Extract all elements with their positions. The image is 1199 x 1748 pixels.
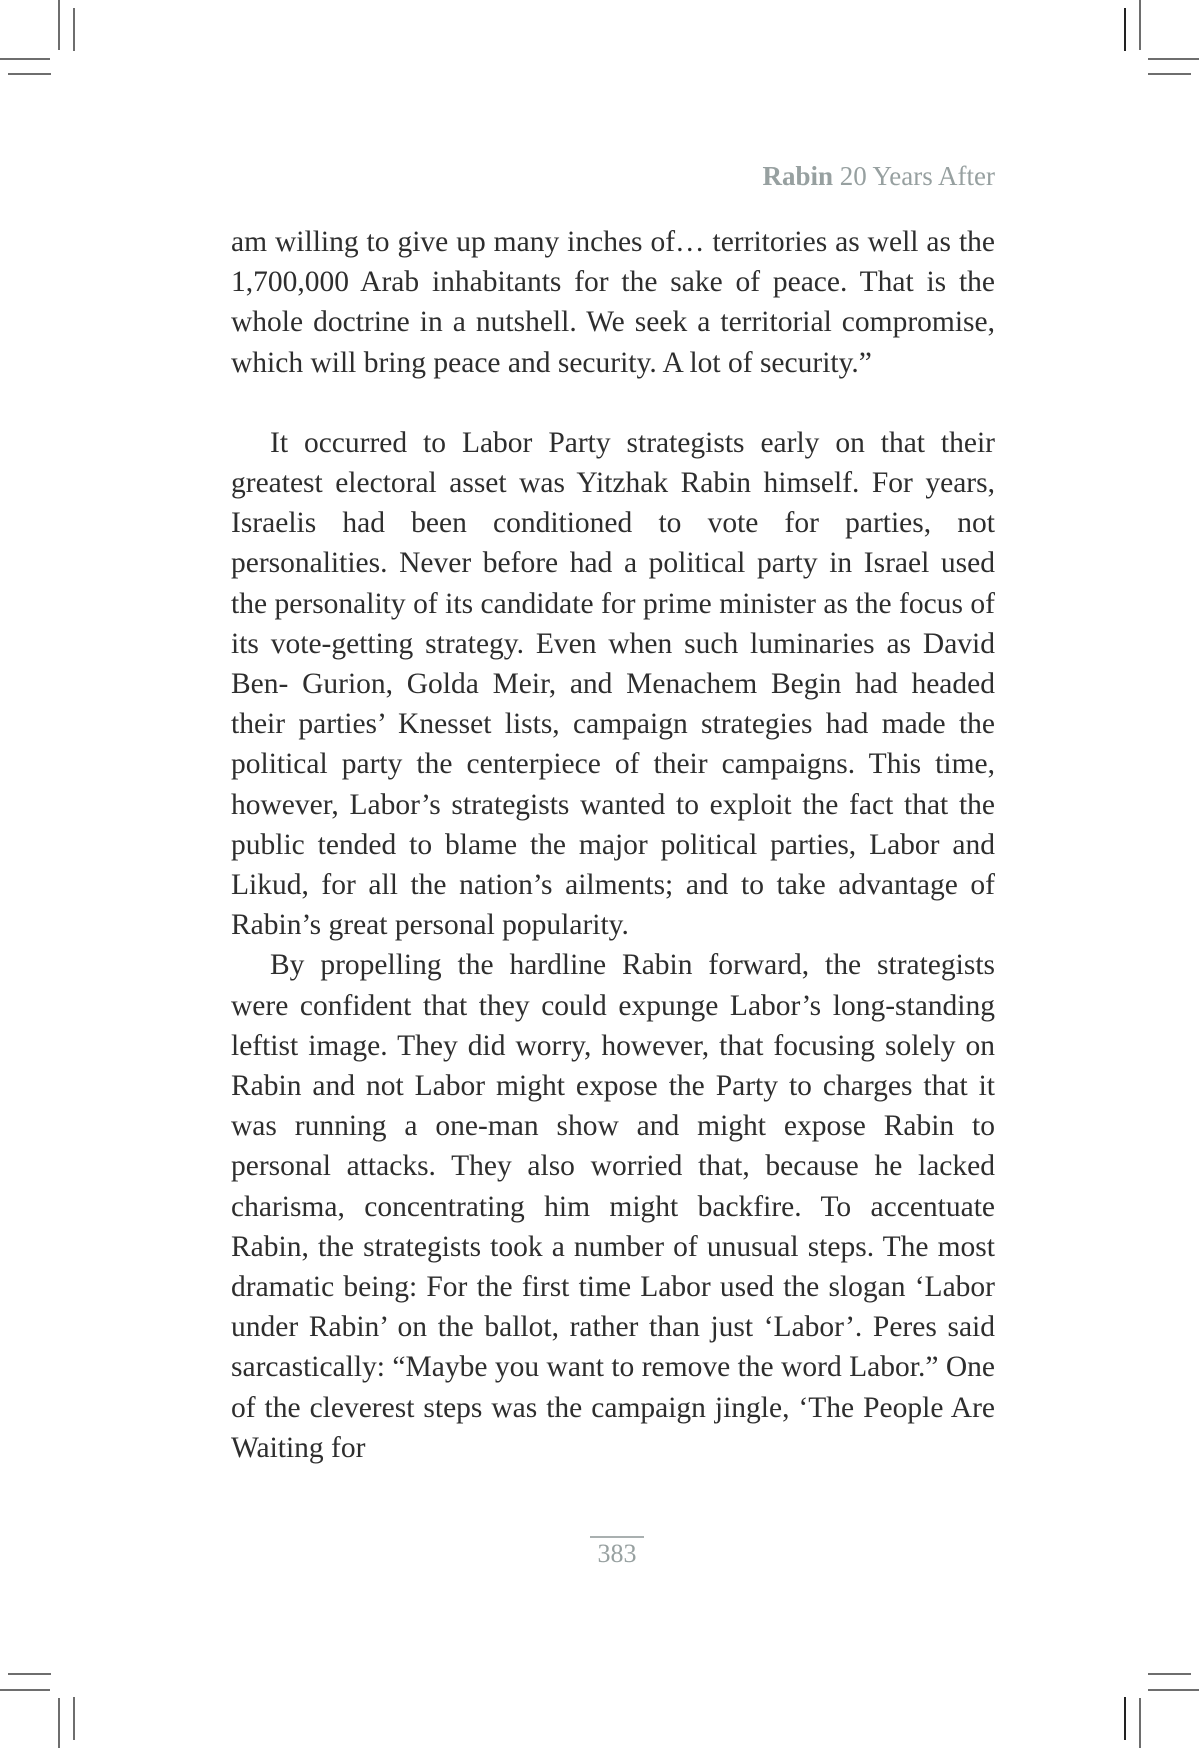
crop-mark-top-right-v2 (1139, 0, 1141, 50)
crop-mark-bottom-right-h1 (1148, 1673, 1191, 1675)
crop-mark-bottom-left-v1 (58, 1698, 60, 1748)
crop-mark-top-right-h1 (1148, 58, 1199, 60)
crop-mark-bottom-right-h2 (1148, 1689, 1199, 1691)
running-head (762, 161, 995, 192)
crop-mark-bottom-left-h2 (0, 1689, 50, 1691)
crop-mark-bottom-right-v2 (1139, 1698, 1141, 1748)
running-head-subtitle: 20 Years After (833, 161, 995, 191)
crop-mark-top-left-h2 (8, 73, 51, 75)
paragraph-propelling-rabin: By propelling the hardline Rabin forward, the strategists were confident that they could expunge Labor’s long-standing leftist image. They did worry, however, that focusing solely on Rabin and not Labor might expose the Party to charges that it was running a one-man show and might expose Rabin to personal attacks. They also worried that, because he lacked charisma, concentrating him might backfire. To accentuate Rabin, the strategists took a number of unusual steps. The most dramatic being: For the first time Labor used the slogan ‘Labor under Rabin’ on the ballot, rather than just ‘Labor’. Peres said sarcastically: “Maybe you want to remove the word Labor.” One of the cleverest steps was the campaign jingle, ‘The People Are Waiting for (231, 949, 995, 1464)
crop-mark-top-right-h2 (1148, 73, 1191, 75)
crop-mark-top-left-v1 (58, 0, 60, 50)
paragraph-quote-continuation: am willing to give up many inches of… territories as well as the 1,700,000 Arab inhabitants for the sake of peace. That is the whole doctrine in a nutshell. We seek a territorial compromise, which will bring peace and security. A lot of security.” (231, 226, 995, 379)
crop-mark-top-left-h1 (0, 58, 50, 60)
crop-mark-bottom-right-v1 (1124, 1697, 1126, 1740)
page-number: 383 (590, 1536, 644, 1569)
crop-mark-bottom-left-v2 (73, 1697, 75, 1740)
crop-mark-top-right-v1 (1124, 8, 1126, 51)
body-text (231, 222, 995, 1468)
crop-mark-top-left-v2 (73, 8, 75, 51)
paragraph-strategists: It occurred to Labor Party strategists early on that their greatest electoral asset was Yitzhak Rabin himself. For years, Israelis had been conditioned to vote for parties, not personalities. Never before had a political party in Israel used the personality of its candidate for prime minister as the focus of its vote-getting strategy. Even when such luminaries as David Ben- Gurion, Golda Meir, and Menachem Begin had headed their parties’ Knesset lists, campaign strategies had made the political party the centerpiece of their campaigns. This time, however, Labor’s strategists wanted to exploit the fact that the public tended to blame the major political parties, Labor and Likud, for all the nation’s ailments; and to take advantage of Rabin’s great personal popularity. (231, 426, 995, 942)
crop-mark-bottom-left-h1 (8, 1673, 51, 1675)
running-head-title: Rabin (762, 161, 833, 191)
